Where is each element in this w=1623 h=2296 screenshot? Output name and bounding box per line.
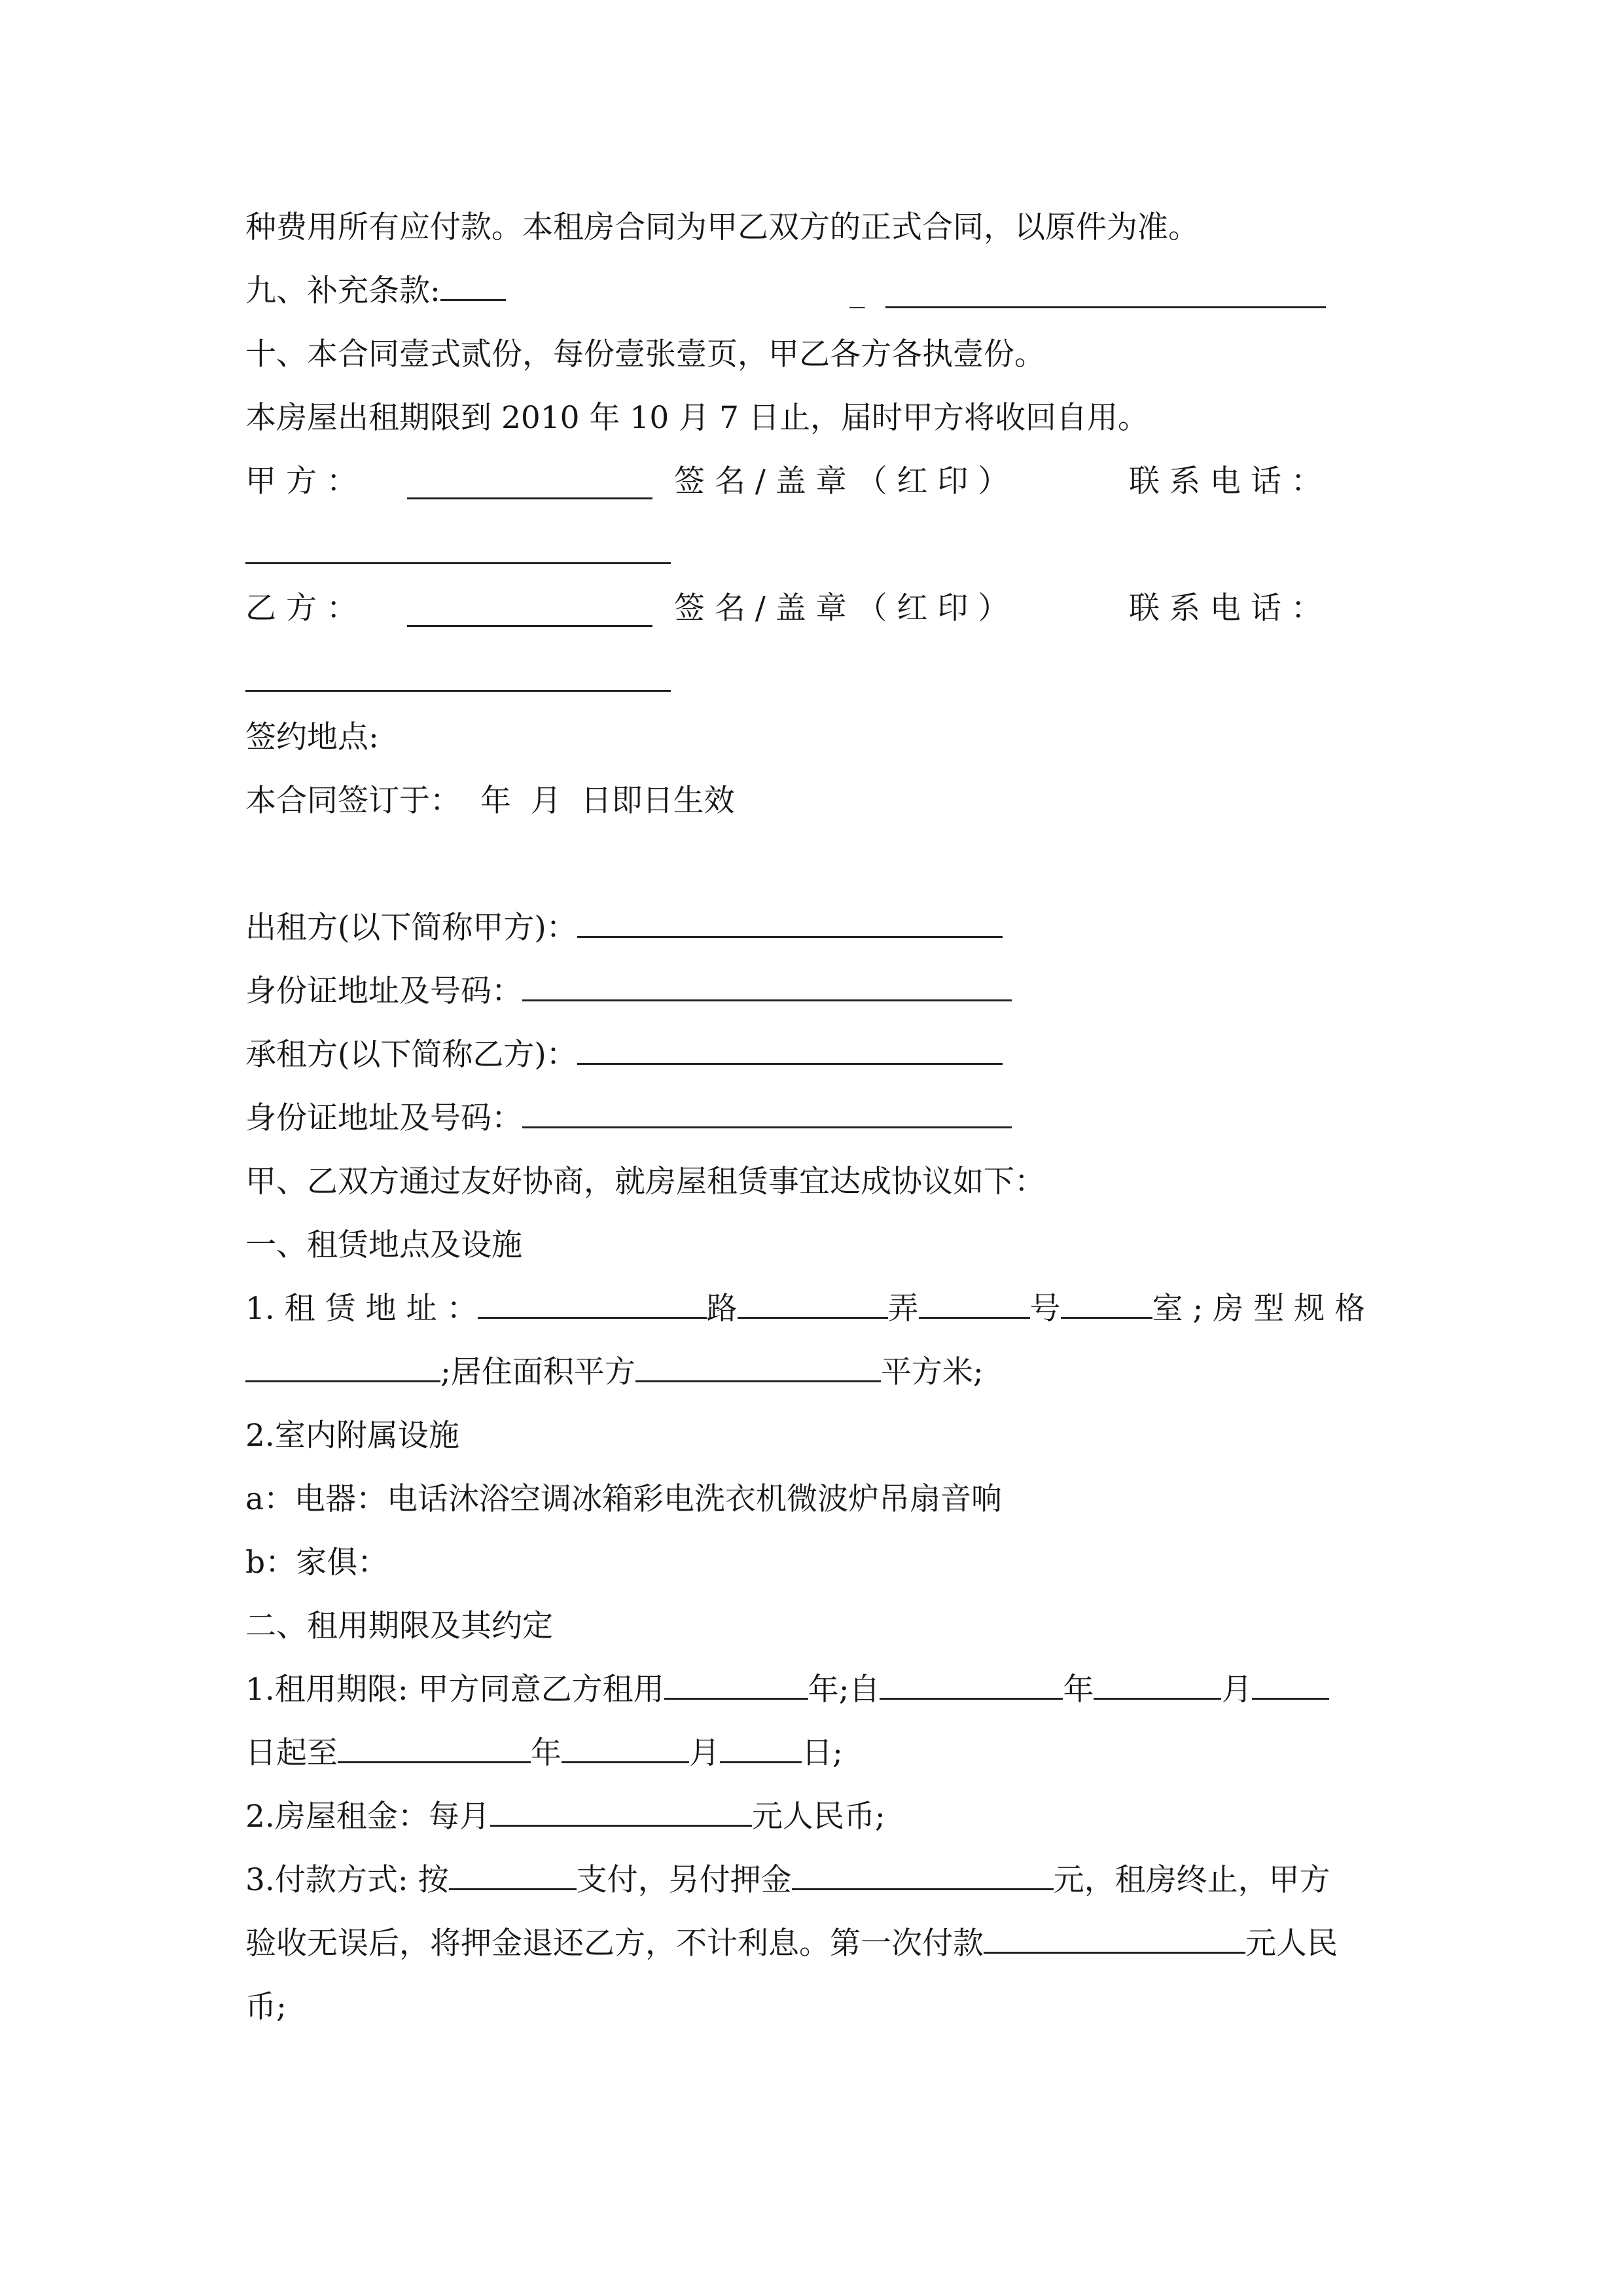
rent-unit: 元人民币; — [751, 1799, 885, 1835]
sign-date: 本合同签订于： 年 月 日即日生效 — [245, 783, 735, 819]
blank-line — [720, 1736, 802, 1763]
lessor-label: 出租方(以下简称甲方)： — [245, 910, 577, 946]
year-from-label: 年;自 — [808, 1672, 880, 1708]
payment-line — [245, 1851, 1330, 1910]
lessor-line — [245, 899, 1003, 958]
lease-end-line — [245, 1724, 843, 1783]
id-label-2: 身份证地址及号码： — [245, 1100, 522, 1136]
lessee-label: 承租方(以下简称乙方)： — [245, 1037, 577, 1073]
blank-line — [449, 1863, 577, 1890]
end-label: 日起至 — [245, 1735, 338, 1771]
address-label: 1. 租 赁 地 址 ： — [245, 1291, 478, 1327]
blank-line — [562, 1736, 689, 1763]
facilities-heading: 2.室内附属设施 — [245, 1418, 459, 1454]
blank-line — [522, 975, 1012, 1001]
party-a-label: 甲 方 ： — [245, 463, 357, 499]
deposit-unit: 元，租房终止，甲方 — [1053, 1862, 1330, 1898]
blank-line — [1094, 1673, 1221, 1700]
blank-line — [664, 1673, 808, 1700]
area-unit: 平方米; — [880, 1354, 984, 1390]
blank-line — [885, 306, 1326, 308]
day-label: 日; — [802, 1735, 843, 1771]
party-a-sign: 签 名 / 盖 章 （ 红 印 ） — [674, 463, 1009, 499]
blank-line — [478, 1292, 707, 1319]
month-label: 月 — [1221, 1672, 1253, 1708]
party-b-label: 乙 方 ： — [245, 590, 357, 626]
blank-line — [792, 1863, 1054, 1890]
text-line-supplement — [245, 262, 506, 321]
blank-line — [577, 911, 1003, 938]
lease-term-line — [245, 1660, 1329, 1719]
blank-line — [984, 1927, 1245, 1954]
lease-term-label: 1.租用期限: 甲方同意乙方租用 — [245, 1672, 664, 1708]
section-1-heading: 一、租赁地点及设施 — [245, 1227, 522, 1263]
room-label: 室 ; 房 型 规 格 — [1152, 1291, 1366, 1327]
deposit-label: 支付，另付押金 — [576, 1862, 792, 1898]
party-a-phone: 联 系 电 话 ： — [1129, 463, 1322, 499]
number-label: 号 — [1029, 1291, 1061, 1327]
blank-line — [635, 1355, 881, 1382]
appliances-line: a：电器：电话沐浴空调冰箱彩电洗衣机微波炉吊扇音响 — [245, 1481, 1003, 1517]
id-label-1: 身份证地址及号码： — [245, 973, 522, 1009]
rent-label: 2.房屋租金：每月 — [245, 1799, 490, 1835]
sign-place: 签约地点: — [245, 719, 379, 755]
blank-line — [440, 274, 506, 301]
blank-line — [407, 625, 652, 627]
blank-line — [407, 497, 652, 499]
lessee-line — [245, 1026, 1003, 1085]
year-label: 年 — [1063, 1672, 1094, 1708]
address-line — [245, 1280, 1365, 1338]
blank-line — [919, 1292, 1030, 1319]
blank-line — [880, 1673, 1063, 1700]
blank-line — [1252, 1673, 1329, 1700]
year-label: 年 — [531, 1735, 562, 1771]
refund-line — [245, 1914, 1338, 1973]
section-2-heading: 二、租用期限及其约定 — [245, 1608, 553, 1644]
blank-line — [490, 1800, 752, 1827]
first-payment-unit: 元人民 — [1245, 1926, 1338, 1962]
refund-text: 验收无误后，将押金退还乙方，不计利息。第一次付款 — [245, 1926, 984, 1962]
payment-label: 3.付款方式: 按 — [245, 1862, 449, 1898]
text-line-term: 本房屋出租期限到 2010 年 10 月 7 日止，届时甲方将收回自用。 — [245, 400, 1149, 436]
blank-line — [738, 1292, 888, 1319]
id-line-2 — [245, 1089, 1012, 1148]
blank-line — [245, 690, 671, 692]
text-line-copies: 十、本合同壹式贰份，每份壹张壹页，甲乙各方各执壹份。 — [245, 336, 1045, 372]
blank-line — [522, 1102, 1012, 1128]
area-line — [245, 1343, 984, 1402]
lane-label: 弄 — [887, 1291, 919, 1327]
month-label: 月 — [689, 1735, 720, 1771]
blank-line — [338, 1736, 531, 1763]
currency-line: 币; — [245, 1989, 287, 2025]
text-line-fees: 种费用所有应付款。本租房合同为甲乙双方的正式合同，以原件为准。 — [245, 209, 1199, 245]
road-label: 路 — [706, 1291, 738, 1327]
furniture-line: b：家俱： — [245, 1545, 389, 1581]
rent-line — [245, 1787, 885, 1846]
blank-line — [577, 1038, 1003, 1065]
blank-line — [1061, 1292, 1152, 1319]
party-b-sign: 签 名 / 盖 章 （ 红 印 ） — [674, 590, 1009, 626]
blank-line — [245, 1355, 440, 1382]
area-label: ;居住面积平方 — [440, 1354, 635, 1390]
supplement-dash: _ — [849, 273, 865, 309]
supplement-label: 九、补充条款: — [245, 273, 440, 309]
party-b-phone: 联 系 电 话 ： — [1129, 590, 1322, 626]
blank-line — [245, 562, 671, 564]
id-line-1 — [245, 962, 1012, 1021]
agreement-intro: 甲、乙双方通过友好协商，就房屋租赁事宜达成协议如下： — [245, 1164, 1045, 1200]
